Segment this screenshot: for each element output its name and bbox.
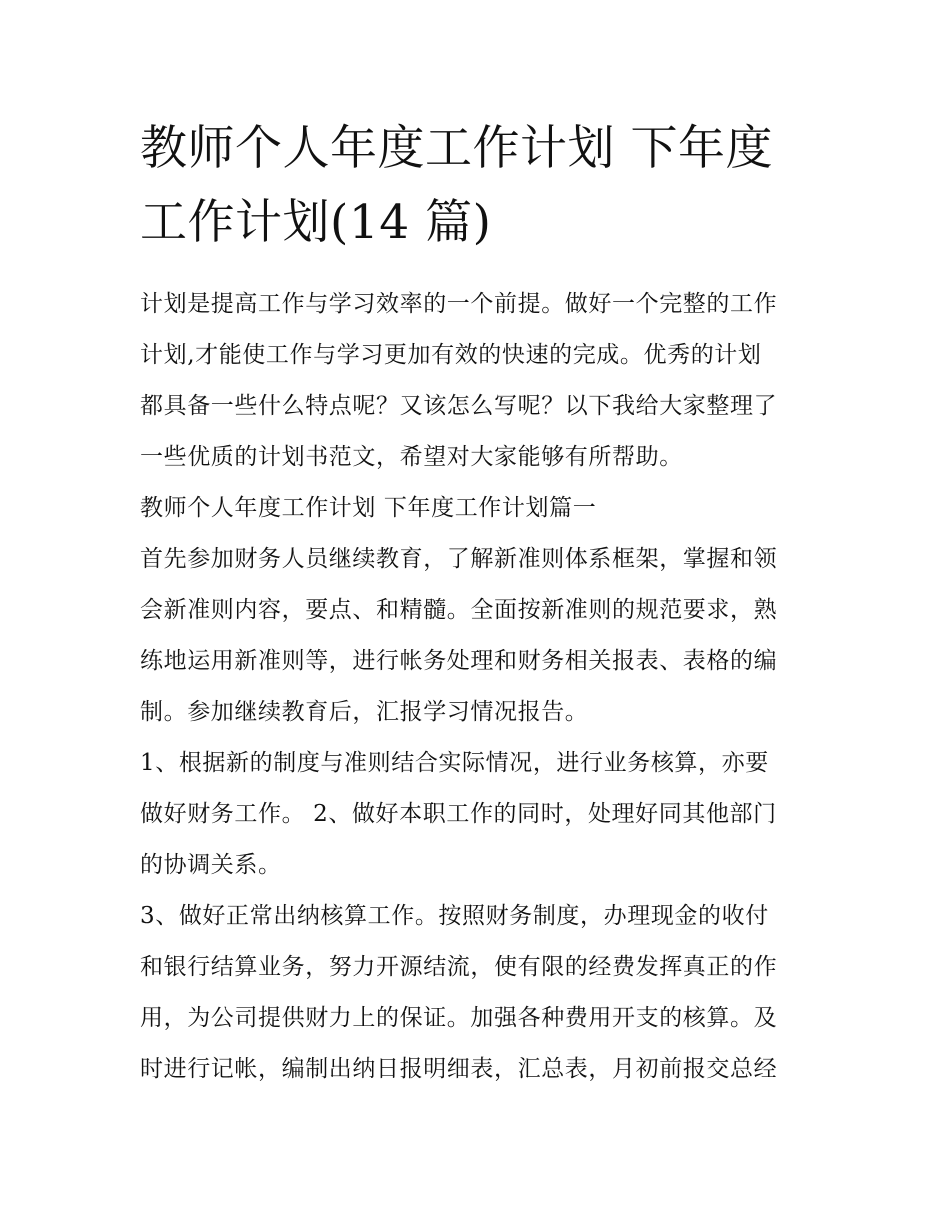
document-body: [140, 279, 820, 1095]
section-heading: [140, 483, 820, 534]
text-line: 制。参加继续教育后，汇报学习情况报告。: [140, 699, 589, 725]
document-title: [140, 112, 820, 260]
text-line: 教师个人年度工作计划 下年度工作计划篇一: [140, 495, 597, 521]
text-line: 的协调关系。: [140, 852, 282, 878]
text-line: 做好财务工作。 2、做好本职工作的同时，处理好同其他部门: [140, 801, 777, 827]
title-line: 工作计划(14 篇): [140, 195, 492, 250]
text-line: 3、做好正常出纳核算工作。按照财务制度，办理现金的收付: [140, 903, 769, 929]
text-line: 时进行记帐，编制出纳日报明细表，汇总表，月初前报交总经: [140, 1056, 778, 1082]
text-line: 用，为公司提供财力上的保证。加强各种费用开支的核算。及: [140, 1005, 778, 1031]
intro-paragraph: [140, 279, 820, 483]
body-paragraph: [140, 738, 820, 891]
title-line: 教师个人年度工作计划 下年度: [140, 121, 773, 176]
document-page: [140, 112, 820, 1095]
text-line: 都具备一些什么特点呢？又该怎么写呢？以下我给大家整理了: [140, 393, 778, 419]
text-line: 首先参加财务人员继续教育，了解新准则体系框架，掌握和领: [140, 546, 778, 572]
text-line: 会新准则内容，要点、和精髓。全面按新准则的规范要求，熟: [140, 597, 778, 623]
text-line: 计划是提高工作与学习效率的一个前提。做好一个完整的工作: [140, 291, 778, 317]
body-paragraph: [140, 891, 820, 1095]
text-line: 练地运用新准则等，进行帐务处理和财务相关报表、表格的编: [140, 648, 778, 674]
text-line: 一些优质的计划书范文，希望对大家能够有所帮助。: [140, 444, 683, 470]
text-line: 和银行结算业务，努力开源结流，使有限的经费发挥真正的作: [140, 954, 778, 980]
text-line: 1、根据新的制度与准则结合实际情况，进行业务核算，亦要: [140, 750, 769, 776]
text-line: 计划,才能使工作与学习更加有效的快速的完成。优秀的计划: [140, 342, 762, 368]
body-paragraph: [140, 534, 820, 738]
